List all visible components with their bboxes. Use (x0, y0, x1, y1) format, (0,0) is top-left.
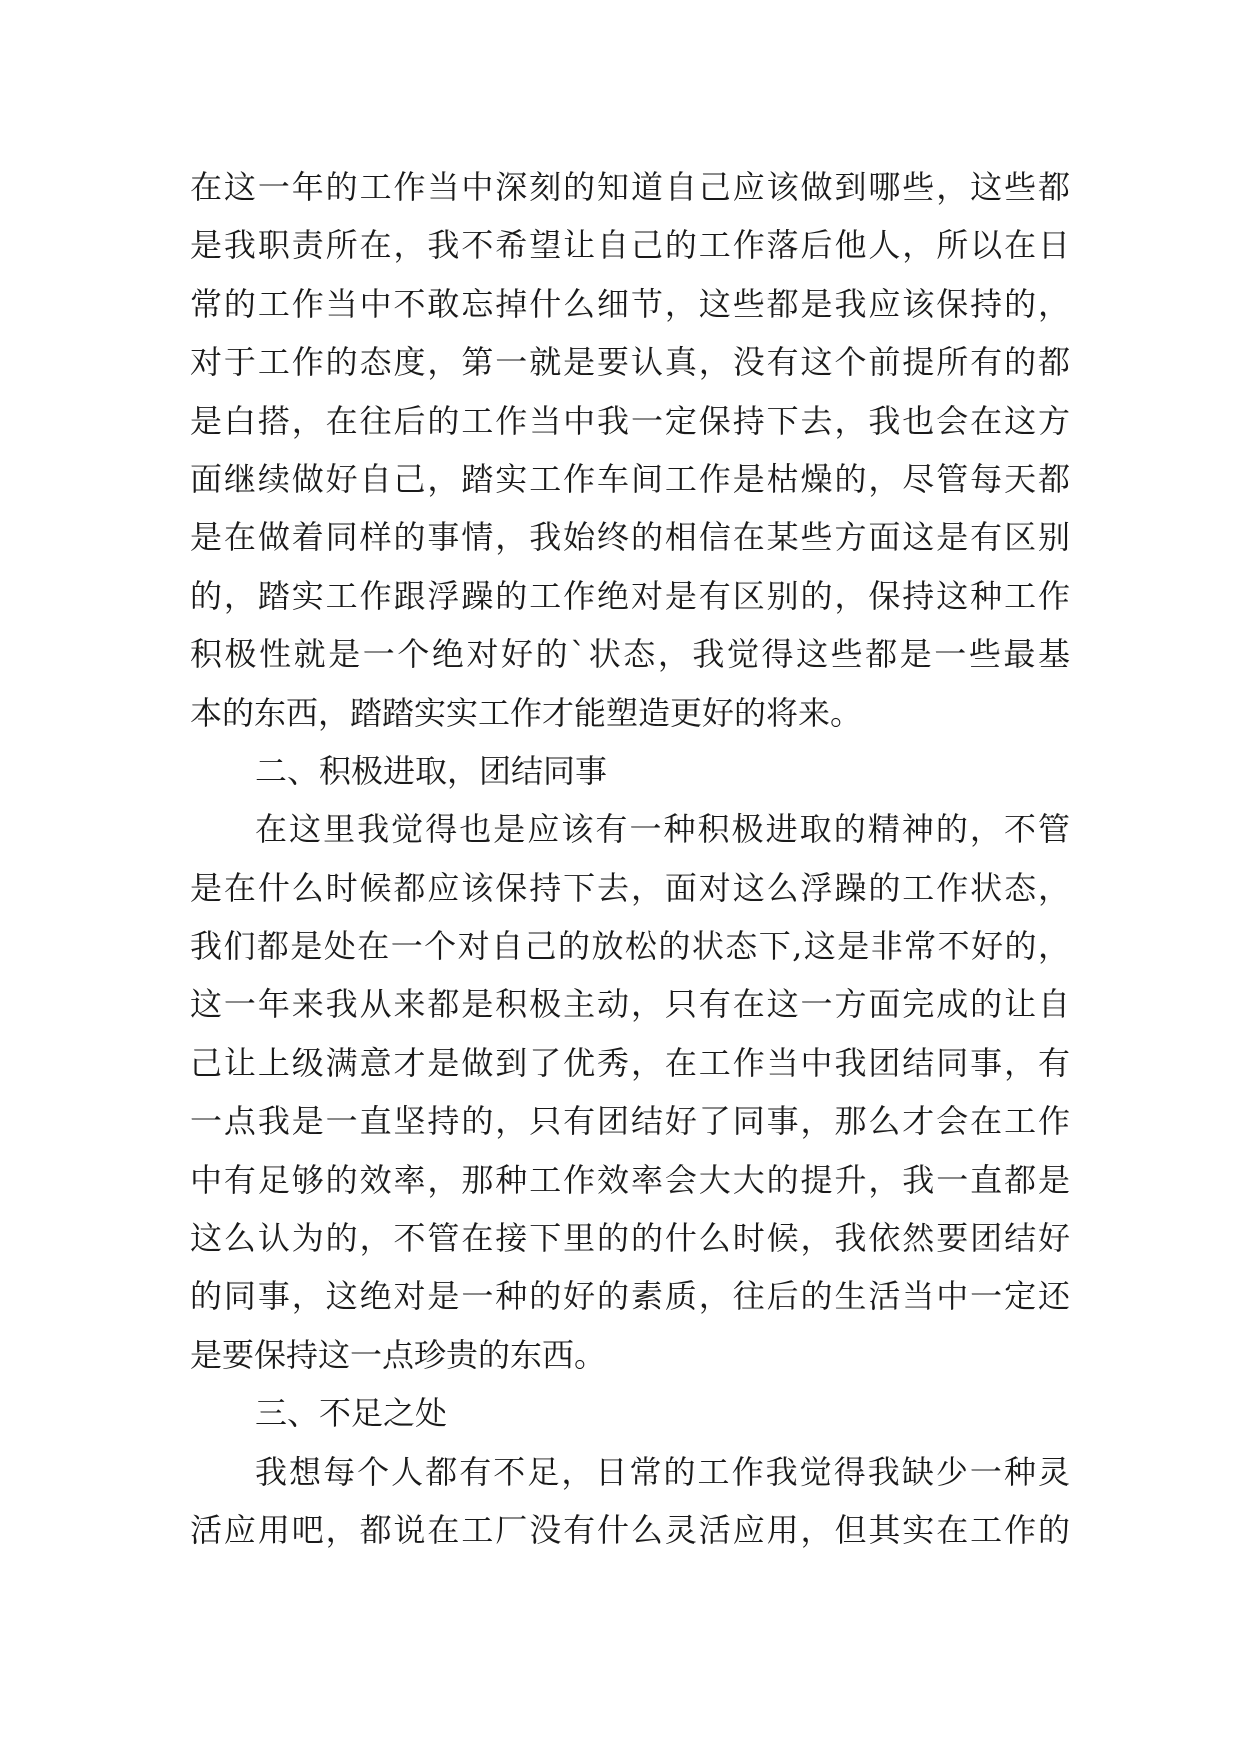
text-line: 这么认为的，不管在接下里的的什么时候，我依然要团结好 (190, 1219, 1070, 1258)
text-line: 我们都是处在一个对自己的放松的状态下,这是非常不好的， (190, 927, 1070, 966)
text-line: 中有足够的效率，那种工作效率会大大的提升，我一直都是 (190, 1160, 1070, 1199)
text-line: 一点我是一直坚持的，只有团结好了同事，那么才会在工作 (190, 1102, 1070, 1141)
text-line: 是我职责所在，我不希望让自己的工作落后他人，所以在日 (190, 226, 1070, 265)
text-line: 己让上级满意才是做到了优秀，在工作当中我团结同事，有 (190, 1043, 1070, 1082)
text-line: 在这一年的工作当中深刻的知道自己应该做到哪些，这些都 (190, 168, 1070, 206)
text-line: 常的工作当中不敢忘掉什么细节，这些都是我应该保持的， (190, 284, 1070, 323)
section-heading: 三、不足之处 (255, 1394, 448, 1433)
section-heading: 二、积极进取，团结同事 (255, 751, 608, 790)
text-line: 的同事，这绝对是一种的好的素质，往后的生活当中一定还 (190, 1277, 1070, 1316)
text-line: 的，踏实工作跟浮躁的工作绝对是有区别的，保持这种工作 (190, 576, 1070, 615)
text-line: 积极性就是一个绝对好的`状态，我觉得这些都是一些最基 (190, 635, 1070, 674)
text-line: 面继续做好自己，踏实工作车间工作是枯燥的，尽管每天都 (190, 459, 1070, 498)
text-line: 是白搭，在往后的工作当中我一定保持下去，我也会在这方 (190, 401, 1070, 440)
text-line: 是在什么时候都应该保持下去，面对这么浮躁的工作状态， (190, 868, 1070, 907)
document-body (190, 158, 1070, 1559)
text-line: 活应用吧，都说在工厂没有什么灵活应用，但其实在工作的 (190, 1510, 1070, 1549)
text-line: 这一年来我从来都是积极主动，只有在这一方面完成的让自 (190, 985, 1070, 1024)
text-line: 是要保持这一点珍贵的东西。 (190, 1335, 607, 1374)
text-line: 对于工作的态度，第一就是要认真，没有这个前提所有的都 (190, 343, 1070, 382)
text-line: 我想每个人都有不足，日常的工作我觉得我缺少一种灵 (255, 1452, 1070, 1491)
text-line: 是在做着同样的事情，我始终的相信在某些方面这是有区别 (190, 518, 1070, 557)
text-line: 本的东西，踏踏实实工作才能塑造更好的将来。 (190, 693, 863, 732)
text-line: 在这里我觉得也是应该有一种积极进取的精神的，不管 (255, 810, 1070, 849)
